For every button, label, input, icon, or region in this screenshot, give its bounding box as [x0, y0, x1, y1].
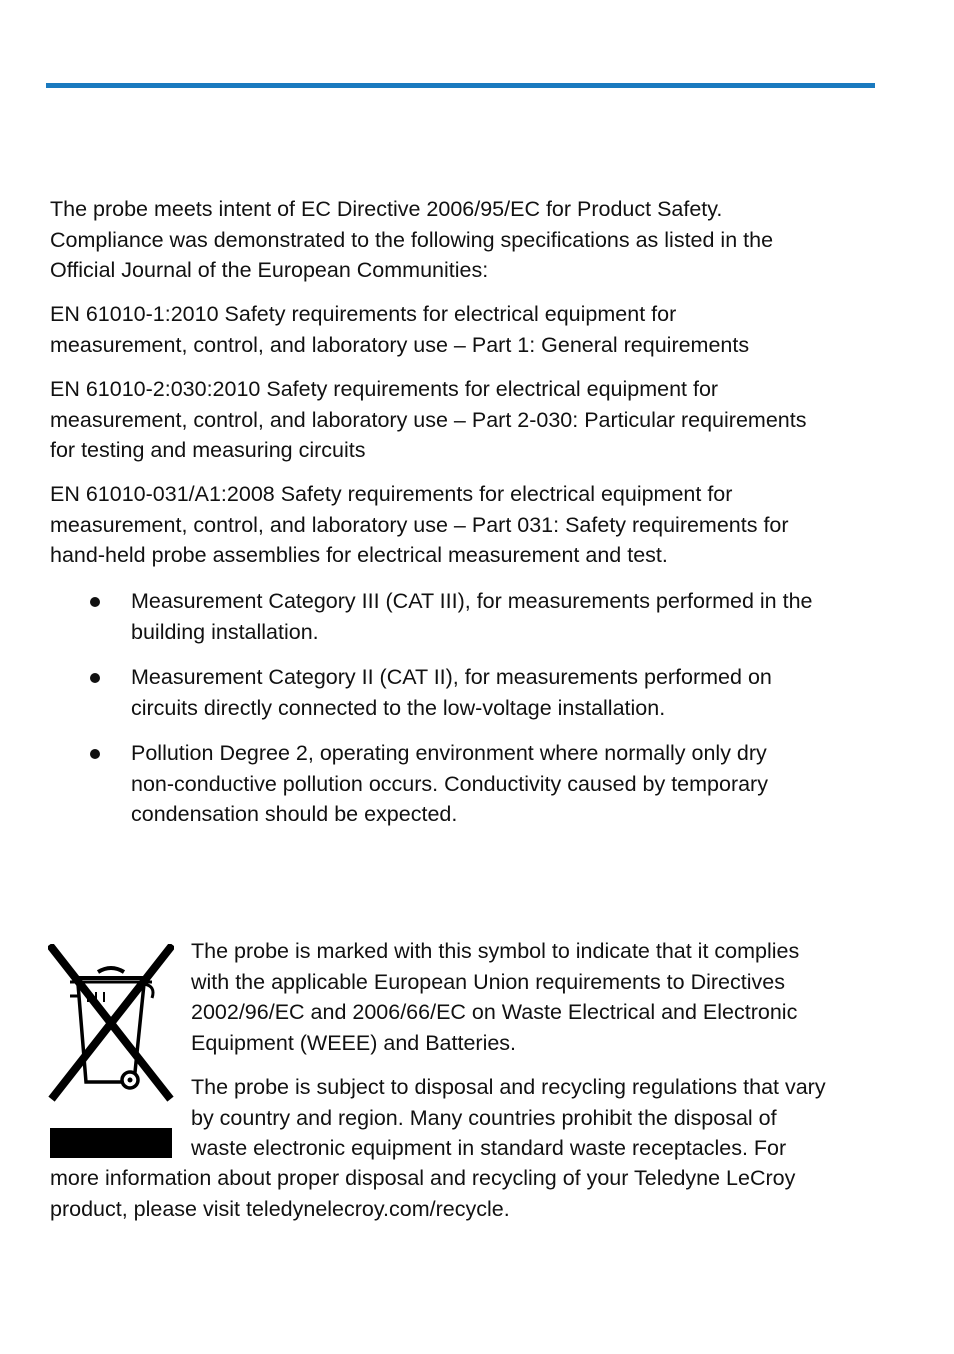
- text-line: Official Journal of the European Communities:: [50, 258, 489, 282]
- standard-en61010-1: [50, 299, 880, 360]
- standard-en61010-2-030: [50, 374, 880, 466]
- list-item-cat-ii: [131, 662, 881, 723]
- text-line: EN 61010-2:030:2010 Safety requirements for electrical equipment for: [50, 377, 719, 401]
- text-line: EN 61010-1:2010 Safety requirements for electrical equipment for: [50, 302, 677, 326]
- weee-recycle-info-paragraph: [50, 1163, 880, 1224]
- text-line: Measurement Category III (CAT III), for measurements performed in the: [131, 589, 813, 613]
- text-line: 2002/96/EC and 2006/66/EC on Waste Electrical and Electronic: [191, 1000, 798, 1024]
- text-line: building installation.: [131, 619, 319, 644]
- text-line: product, please visit teledynelecroy.com/recycle.: [50, 1196, 510, 1221]
- text-line: more information about proper disposal and recycling of your Teledyne LeCroy: [50, 1166, 796, 1190]
- bullet-dot: [90, 673, 100, 683]
- text-line: measurement, control, and laboratory use – Part 2-030: Particular requirements: [50, 407, 807, 432]
- text-line: circuits directly connected to the low-voltage installation.: [131, 695, 666, 720]
- text-line: with the applicable European Union requirements to Directives: [191, 969, 785, 994]
- text-line: condensation should be expected.: [131, 802, 458, 826]
- text-line: non-conductive pollution occurs. Conductivity caused by temporary: [131, 771, 768, 796]
- standard-en61010-031: [50, 479, 880, 571]
- text-line: by country and region. Many countries prohibit the disposal of: [191, 1105, 777, 1130]
- bullet-dot: [90, 597, 100, 607]
- ec-directive-intro: [50, 194, 880, 286]
- bullet-dot: [90, 749, 100, 759]
- text-line: measurement, control, and laboratory use – Part 1: General requirements: [50, 332, 750, 357]
- crossed-out-wheelie-bin-icon: [48, 944, 174, 1104]
- text-line: The probe is subject to disposal and recycling regulations that vary: [191, 1075, 826, 1099]
- text-line: Equipment (WEEE) and Batteries.: [191, 1030, 517, 1055]
- text-line: measurement, control, and laboratory use – Part 031: Safety requirements for: [50, 512, 789, 537]
- text-line: for testing and measuring circuits: [50, 438, 366, 462]
- text-line: The probe is marked with this symbol to indicate that it complies: [191, 939, 800, 963]
- weee-marking-paragraph: [191, 936, 881, 1058]
- header-rule: [46, 83, 875, 88]
- list-item-pollution-degree: [131, 738, 881, 830]
- text-line: Compliance was demonstrated to the following specifications as listed in the: [50, 227, 774, 252]
- text-line: EN 61010-031/A1:2008 Safety requirements for electrical equipment for: [50, 482, 733, 506]
- list-item-cat-iii: [131, 586, 881, 647]
- text-line: waste electronic equipment in standard waste receptacles. For: [191, 1136, 787, 1160]
- weee-disposal-paragraph: [191, 1072, 881, 1164]
- text-line: The probe meets intent of EC Directive 2006/95/EC for Product Safety.: [50, 197, 723, 221]
- text-line: Pollution Degree 2, operating environment where normally only dry: [131, 741, 767, 765]
- text-line: Measurement Category II (CAT II), for measurements performed on: [131, 665, 772, 689]
- weee-symbol-bar: [50, 1128, 172, 1158]
- text-line: hand-held probe assemblies for electrical measurement and test.: [50, 543, 668, 567]
